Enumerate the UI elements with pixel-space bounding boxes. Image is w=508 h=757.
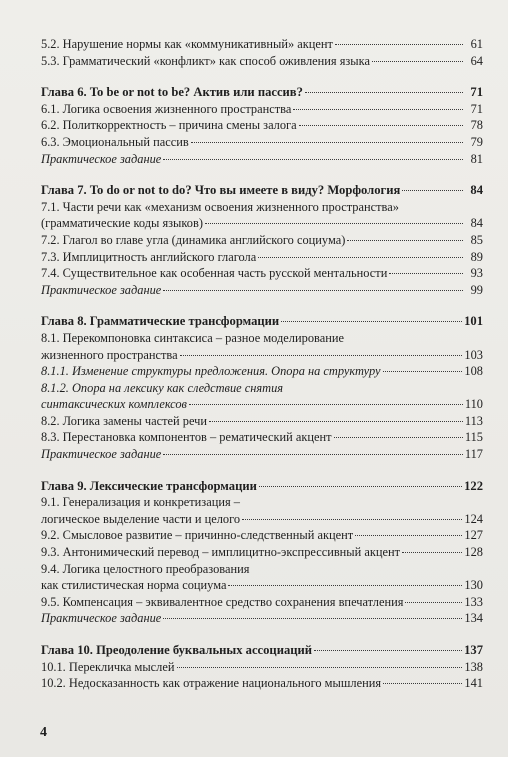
dot-leader: [299, 125, 463, 126]
section-gap: [41, 298, 483, 313]
toc-entry-8-1-2-line1[interactable]: 8.1.2. Опора на лексику как следствие снятия: [41, 380, 284, 395]
dot-leader: [281, 321, 462, 322]
toc-entry-8-1-2[interactable]: синтаксических комплексов 110: [41, 397, 483, 412]
page-number: 4: [40, 725, 47, 740]
toc-chapter-9[interactable]: Глава 9. Лексические трансформации 122: [41, 478, 483, 493]
dot-leader: [314, 650, 462, 651]
toc-entry-10-1[interactable]: 10.1. Перекличка мыслей 138: [41, 659, 483, 674]
toc-entry-7-2[interactable]: 7.2. Глагол во главе угла (динамика английского социума) 85: [41, 232, 483, 247]
dot-leader: [163, 159, 463, 160]
toc-practice-9[interactable]: Практическое задание 134: [41, 611, 483, 626]
dot-leader: [163, 290, 463, 291]
toc-entry-7-4[interactable]: 7.4. Существительное как особенная часть русской ментальности 93: [41, 266, 483, 281]
section-gap: [41, 463, 483, 478]
toc-entry-9-4-line1[interactable]: 9.4. Логика целостного преобразования: [41, 561, 250, 576]
dot-leader: [372, 61, 463, 62]
dot-leader: [259, 486, 462, 487]
dot-leader: [383, 683, 462, 684]
toc-entry-9-4[interactable]: как стилистическая норма социума 130: [41, 578, 483, 593]
toc-entry-8-3[interactable]: 8.3. Перестановка компонентов – рематический акцент 115: [41, 430, 483, 445]
dot-leader: [258, 257, 463, 258]
dot-leader: [334, 437, 463, 438]
toc-chapter-8[interactable]: Глава 8. Грамматические трансформации 101: [41, 314, 483, 329]
dot-leader: [189, 404, 463, 405]
toc-entry-9-1[interactable]: логическое выделение части и целого 124: [41, 511, 483, 526]
toc-entry-7-1-line1[interactable]: 7.1. Части речи как «механизм освоения жизненного пространства»: [41, 199, 399, 214]
toc-entry-6-3[interactable]: 6.3. Эмоциональный пассив 79: [41, 134, 483, 149]
toc-entry-8-1-1[interactable]: 8.1.1. Изменение структуры предложения. Опора на структуру 108: [41, 364, 483, 379]
dot-leader: [305, 92, 463, 93]
toc-chapter-10[interactable]: Глава 10. Преодоление буквальных ассоциаций 137: [41, 643, 483, 657]
toc-practice-8[interactable]: Практическое задание 117: [41, 447, 483, 462]
dot-leader: [228, 585, 462, 586]
section-gap: [41, 69, 483, 84]
dot-leader: [335, 44, 463, 45]
toc-entry-8-1[interactable]: жизненного пространства 103: [41, 347, 483, 362]
toc-entry-6-1[interactable]: 6.1. Логика освоения жизненного пространства 71: [41, 101, 483, 116]
toc-practice-6[interactable]: Практическое задание 81: [41, 151, 483, 166]
table-of-contents: [41, 36, 483, 692]
toc-entry-5-2[interactable]: 5.2. Нарушение нормы как «коммуникативный» акцент 61: [41, 37, 483, 51]
section-gap: [41, 167, 483, 182]
toc-entry-8-2[interactable]: 8.2. Логика замены частей речи 113: [41, 413, 483, 428]
dot-leader: [209, 421, 463, 422]
toc-practice-7[interactable]: Практическое задание 99: [41, 282, 483, 297]
dot-leader: [383, 371, 463, 372]
dot-leader: [355, 535, 462, 536]
toc-entry-10-2[interactable]: 10.2. Недосказанность как отражение национального мышления 141: [41, 676, 483, 691]
dot-leader: [405, 602, 462, 603]
toc-entry-8-1-line1[interactable]: 8.1. Перекомпоновка синтаксиса – разное моделирование: [41, 330, 344, 345]
dot-leader: [242, 519, 462, 520]
dot-leader: [402, 552, 462, 553]
dot-leader: [163, 618, 462, 619]
toc-entry-7-3[interactable]: 7.3. Имплицитность английского глагола 89: [41, 249, 483, 264]
dot-leader: [191, 142, 463, 143]
toc-entry-9-1-line1[interactable]: 9.1. Генерализация и конкретизация –: [41, 495, 240, 510]
toc-chapter-7[interactable]: Глава 7. To do or not to do? Что вы имеете в виду? Морфология 84: [41, 183, 483, 198]
toc-entry-9-3[interactable]: 9.3. Антонимический перевод – имплицитно-экспрессивный акцент 128: [41, 545, 483, 560]
dot-leader: [293, 109, 463, 110]
dot-leader: [402, 190, 463, 191]
dot-leader: [163, 454, 463, 455]
dot-leader: [177, 667, 463, 668]
toc-entry-5-3[interactable]: 5.3. Грамматический «конфликт» как способ оживления языка 64: [41, 53, 483, 68]
toc-entry-9-5[interactable]: 9.5. Компенсация – эквивалентное средство сохранения впечатления 133: [41, 594, 483, 609]
toc-entry-6-2[interactable]: 6.2. Политкорректность – причина смены залога 78: [41, 118, 483, 133]
section-gap: [41, 627, 483, 642]
dot-leader: [180, 355, 463, 356]
dot-leader: [205, 223, 463, 224]
dot-leader: [347, 240, 463, 241]
toc-entry-9-2[interactable]: 9.2. Смысловое развитие – причинно-следственный акцент 127: [41, 528, 483, 543]
dot-leader: [389, 273, 463, 274]
toc-chapter-6[interactable]: Глава 6. To be or not to be? Актив или пассив? 71: [41, 85, 483, 100]
toc-entry-7-1[interactable]: (грамматические коды языков) 84: [41, 216, 483, 231]
